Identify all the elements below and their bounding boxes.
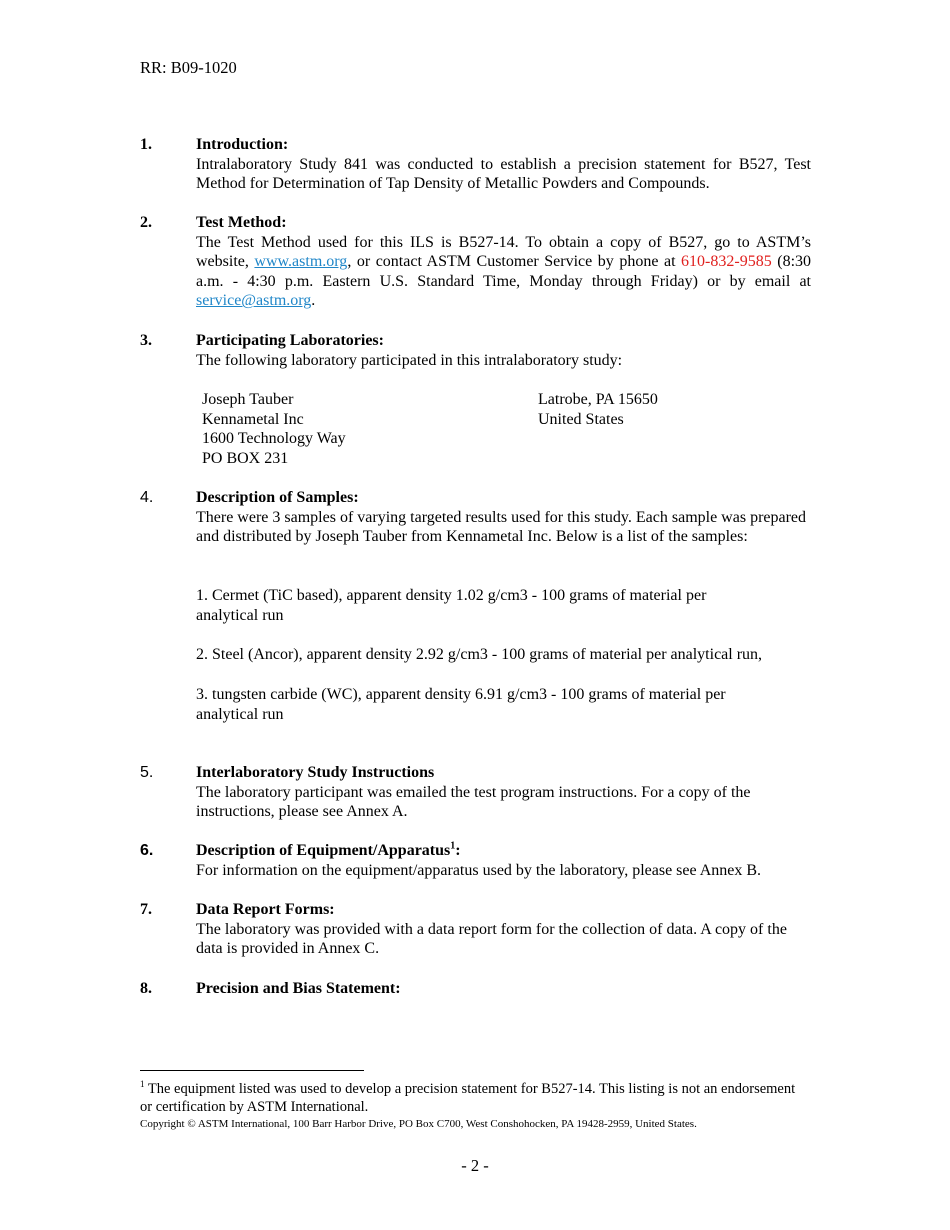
address-line: 1600 Technology Way xyxy=(202,430,346,448)
section-3-number: 3. xyxy=(140,332,152,349)
section-4 xyxy=(196,488,811,547)
section-8-number: 8. xyxy=(140,980,152,997)
section-7 xyxy=(196,900,811,959)
address-line: United States xyxy=(538,410,624,428)
section-2-text-c: (8:30 a.m. - 4:30 p.m. Eastern U.S. Standard Time, Monday through Friday) or by email at xyxy=(196,253,812,290)
section-8 xyxy=(196,979,811,999)
footnote-reference: 1 xyxy=(450,840,456,852)
section-3-text: The following laboratory participated in this intralaboratory study: xyxy=(196,351,623,369)
section-6-title-colon: : xyxy=(455,842,461,859)
lab-address-left xyxy=(202,390,346,468)
section-6-number: 6. xyxy=(140,842,154,859)
section-8-title: Precision and Bias Statement: xyxy=(196,980,401,997)
section-2 xyxy=(196,213,811,311)
section-7-title: Data Report Forms: xyxy=(196,901,335,918)
section-2-text-b: , or contact ASTM Customer Service by phone at xyxy=(347,253,682,271)
sample-3: 3. tungsten carbide (WC), apparent density 6.91 g/cm3 - 100 grams of material per analytical run xyxy=(196,686,726,723)
address-line: Kennametal Inc xyxy=(202,410,304,428)
section-7-number: 7. xyxy=(140,901,152,918)
section-5-title: Interlaboratory Study Instructions xyxy=(196,764,435,781)
section-3-title: Participating Laboratories: xyxy=(196,332,384,349)
footnote xyxy=(140,1080,800,1116)
section-1-title: Introduction: xyxy=(196,136,289,153)
section-6 xyxy=(196,841,811,880)
section-5 xyxy=(196,763,811,822)
section-1-text: Intralaboratory Study 841 was conducted to establish a precision statement for B527, Test Method for Determination of Tap Density of Metallic Powders and Compounds. xyxy=(196,155,811,193)
section-4-text: There were 3 samples of varying targeted results used for this study. Each sample was prepared and distributed by Joseph Tauber from Kennametal Inc. Below is a list of the samples: xyxy=(196,508,807,546)
address-line: PO BOX 231 xyxy=(202,449,289,467)
section-6-title xyxy=(196,841,811,861)
footnote-separator xyxy=(140,1070,364,1071)
section-7-text: The laboratory was provided with a data report form for the collection of data. A copy of the data is provided in Annex C. xyxy=(196,920,787,958)
section-4-title: Description of Samples: xyxy=(196,489,359,506)
section-2-text-a: The Test Method used for this ILS is B527-14. To obtain a copy of B527, go to ASTM’s website, xyxy=(196,233,811,271)
section-5-number: 5. xyxy=(140,764,154,781)
address-line: Latrobe, PA 15650 xyxy=(538,391,658,408)
section-1 xyxy=(196,135,811,194)
sample-2: 2. Steel (Ancor), apparent density 2.92 g/cm3 - 100 grams of material per analytical run, xyxy=(196,646,763,663)
section-2-text xyxy=(196,233,811,311)
lab-address-right xyxy=(538,390,658,429)
section-1-number: 1. xyxy=(140,136,152,153)
service-email-link[interactable]: service@astm.org xyxy=(196,292,312,310)
section-2-text-d: . xyxy=(311,292,316,310)
page-number: - 2 - xyxy=(461,1156,489,1175)
copyright-notice: Copyright © ASTM International, 100 Barr Harbor Drive, PO Box C700, West Conshohocken, PA 19428-2959, United States. xyxy=(140,1118,697,1130)
customer-service-phone: 610-832-9585 xyxy=(681,253,772,271)
footnote-mark: 1 xyxy=(140,1079,145,1090)
sample-1: 1. Cermet (TiC based), apparent density 1.02 g/cm3 - 100 grams of material per analytical run xyxy=(196,587,707,624)
footnote-text: The equipment listed was used to develop a precision statement for B527-14. This listing is not an endorsement or certification by ASTM International. xyxy=(140,1081,796,1115)
section-4-number: 4. xyxy=(140,489,154,506)
astm-website-link[interactable]: www.astm.org xyxy=(254,253,348,271)
address-line: Joseph Tauber xyxy=(202,391,294,408)
section-6-text: For information on the equipment/apparatus used by the laboratory, please see Annex B. xyxy=(196,861,762,879)
section-2-title: Test Method: xyxy=(196,214,287,231)
section-3 xyxy=(196,331,811,370)
document-id: RR: B09-1020 xyxy=(140,58,237,77)
section-2-number: 2. xyxy=(140,214,152,231)
section-5-text: The laboratory participant was emailed the test program instructions. For a copy of the instructions, please see Annex A. xyxy=(196,783,751,821)
section-6-title-text: Description of Equipment/Apparatus xyxy=(196,842,451,859)
